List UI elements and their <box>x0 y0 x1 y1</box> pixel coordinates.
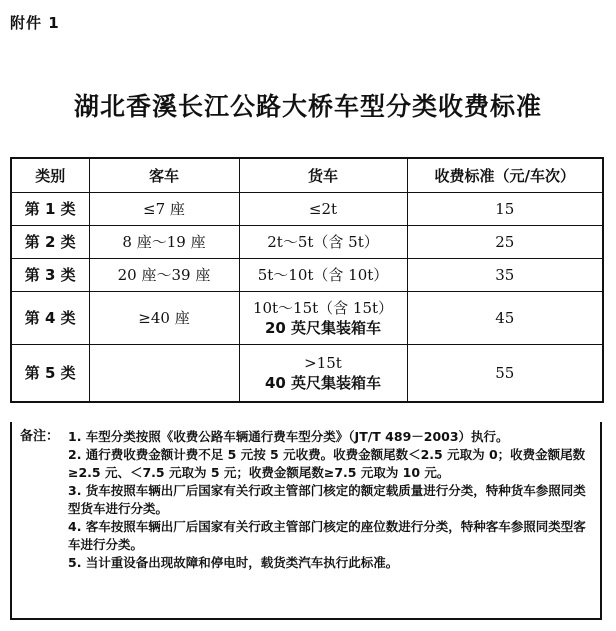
truck-cell <box>239 345 407 403</box>
header-bus: 客车 <box>89 158 239 193</box>
note-item: 1. 车型分类按照《收费公路车辆通行费车型分类》（JT/T 489－2003）执行。 <box>68 429 509 444</box>
note-item: 2. 通行费收费金额计费不足 5 元按 5 元收费。收费金额尾数＜2.5 元取为 0；收费金额尾数≥2.5 元、＜7.5 元取为 5 元；收费金额尾数≥7.5 元取为 10 元。 <box>68 447 586 480</box>
truck-cell <box>239 193 407 226</box>
bus-cell: 20 座～39 座 <box>89 259 239 292</box>
category-cell: 第 2 类 <box>11 226 89 259</box>
bus-cell: ≥40 座 <box>89 292 239 345</box>
truck-line: 5t～10t（含 10t） <box>257 266 389 284</box>
note-item: 3. 货车按照车辆出厂后国家有关行政主管部门核定的额定载质量进行分类，特种货车参照同类型货车进行分类。 <box>68 483 586 516</box>
document-title: 湖北香溪长江公路大桥车型分类收费标准 <box>73 92 542 121</box>
table-row <box>11 193 603 226</box>
truck-line: >15t <box>304 354 342 372</box>
header-fee: 收费标准（元/车次） <box>407 158 603 193</box>
truck-line: 2t～5t（含 5t） <box>267 233 379 251</box>
fee-cell: 55 <box>407 345 603 403</box>
bus-cell: ≤7 座 <box>89 193 239 226</box>
fee-cell: 35 <box>407 259 603 292</box>
category-cell: 第 1 类 <box>11 193 89 226</box>
category-cell: 第 4 类 <box>11 292 89 345</box>
table-row <box>11 226 603 259</box>
table-row <box>11 345 603 403</box>
notes-section <box>10 422 602 620</box>
truck-cell <box>239 259 407 292</box>
truck-cell <box>239 226 407 259</box>
bus-cell: 8 座～19 座 <box>89 226 239 259</box>
table-header-row <box>11 158 603 193</box>
truck-line: 40 英尺集装箱车 <box>264 374 382 392</box>
truck-cell <box>239 292 407 345</box>
header-truck: 货车 <box>239 158 407 193</box>
category-cell: 第 5 类 <box>11 345 89 403</box>
fee-cell: 45 <box>407 292 603 345</box>
notes-label: 备注： <box>20 429 60 444</box>
header-category: 类别 <box>11 158 89 193</box>
notes-list <box>68 428 592 572</box>
category-cell: 第 3 类 <box>11 259 89 292</box>
fee-cell: 15 <box>407 193 603 226</box>
fee-cell: 25 <box>407 226 603 259</box>
table-row <box>11 292 603 345</box>
note-item: 5. 当计重设备出现故障和停电时，载货类汽车执行此标准。 <box>68 555 399 570</box>
truck-line: ≤2t <box>308 200 338 218</box>
note-item: 4. 客车按照车辆出厂后国家有关行政主管部门核定的座位数进行分类，特种客车参照同类型客车进行分类。 <box>68 519 586 552</box>
attachment-label: 附件 1 <box>10 14 60 32</box>
toll-fee-table <box>10 157 604 403</box>
truck-line: 20 英尺集装箱车 <box>264 319 382 337</box>
truck-line: 10t～15t（含 15t） <box>252 299 394 317</box>
bus-cell <box>89 345 239 403</box>
table-row <box>11 259 603 292</box>
